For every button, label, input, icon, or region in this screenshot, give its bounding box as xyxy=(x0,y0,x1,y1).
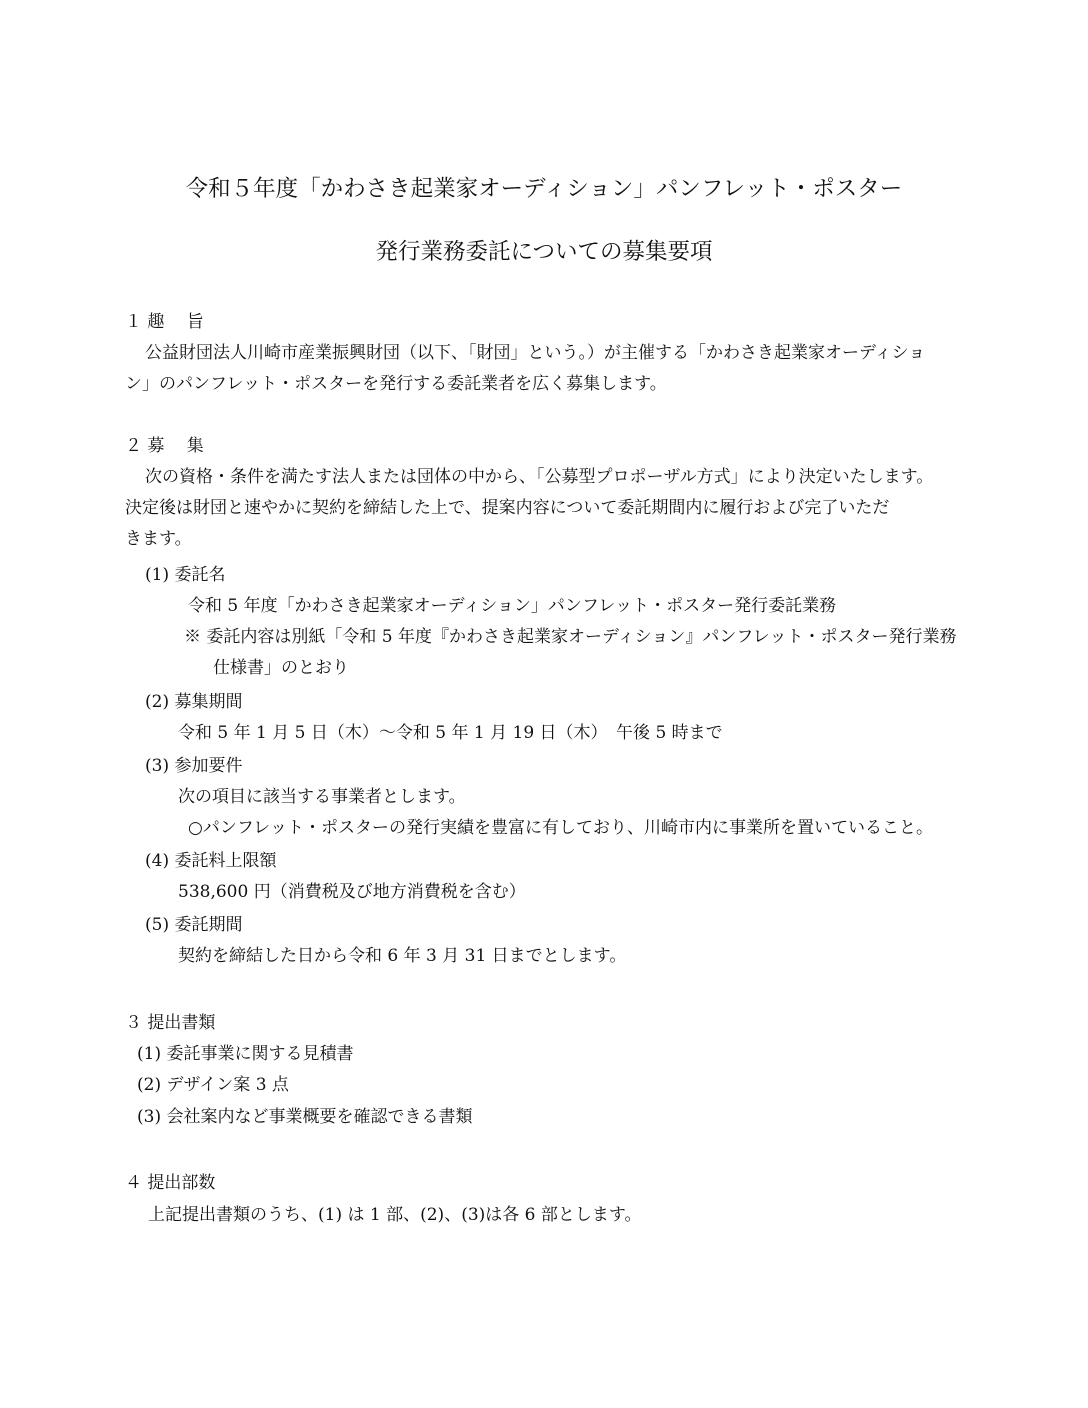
section-3-heading: ３ 提出書類 xyxy=(125,1013,216,1033)
item-4-text: 538,600 円（消費税及び地方消費税を含む） xyxy=(178,882,526,902)
item-2-text: 令和 5 年 1 月 5 日（木）～令和 5 年 1 月 19 日（木） 午後 5 時まで xyxy=(178,723,723,743)
document-title-line-1: 令和５年度「かわさき起業家オーディション」パンフレット・ポスター xyxy=(185,176,903,202)
section-3-item-2: (2) デザイン案 3 点 xyxy=(137,1075,289,1095)
section-1-heading: １ 趣 旨 xyxy=(125,312,204,332)
item-2-label: (2) 募集期間 xyxy=(145,692,243,712)
item-1-label: (1) 委託名 xyxy=(145,565,226,585)
section-2-body-line-3: きます。 xyxy=(125,529,192,549)
section-2-heading: ２ 募 集 xyxy=(125,436,204,456)
item-4-label: (4) 委託料上限額 xyxy=(145,851,277,871)
section-3-item-1: (1) 委託事業に関する見積書 xyxy=(137,1044,354,1064)
item-1-note-line-1: ※ 委託内容は別紙「令和 5 年度『かわさき起業家オーディション』パンフレット・ポスター発行業務 xyxy=(184,627,957,647)
item-3-text: 次の項目に該当する事業者とします。 xyxy=(178,787,466,807)
item-3-bullet: ○パンフレット・ポスターの発行実績を豊富に有しており、川崎市内に事業所を置いていること。 xyxy=(188,818,933,838)
section-3-item-3: (3) 会社案内など事業概要を確認できる書類 xyxy=(137,1107,473,1127)
document-title-line-2: 発行業務委託についての募集要項 xyxy=(375,239,713,265)
item-1-note-line-2: 仕様書」のとおり xyxy=(213,658,349,678)
section-4-heading: ４ 提出部数 xyxy=(125,1173,216,1193)
item-5-text: 契約を締結した日から令和 6 年 3 月 31 日までとします。 xyxy=(178,946,627,966)
section-4-body: 上記提出書類のうち、(1) は 1 部、(2)、(3)は各 6 部とします。 xyxy=(148,1205,642,1225)
section-2-body-line-1: 次の資格・条件を満たす法人または団体の中から、「公募型プロポーザル方式」により決定いたします。 xyxy=(145,467,934,487)
section-1-body-line-2: ン」のパンフレット・ポスターを発行する委託業者を広く募集します。 xyxy=(125,374,667,394)
item-5-label: (5) 委託期間 xyxy=(145,915,243,935)
item-1-text: 令和 5 年度「かわさき起業家オーディション」パンフレット・ポスター発行委託業務 xyxy=(188,596,837,616)
section-2-body-line-2: 決定後は財団と速やかに契約を締結した上で、提案内容について委託期間内に履行および完了いただ xyxy=(125,498,890,518)
section-1-body-line-1: 公益財団法人川崎市産業振興財団（以下、「財団」という。）が主催する「かわさき起業家オーディショ xyxy=(145,343,926,363)
item-3-label: (3) 参加要件 xyxy=(145,756,243,776)
